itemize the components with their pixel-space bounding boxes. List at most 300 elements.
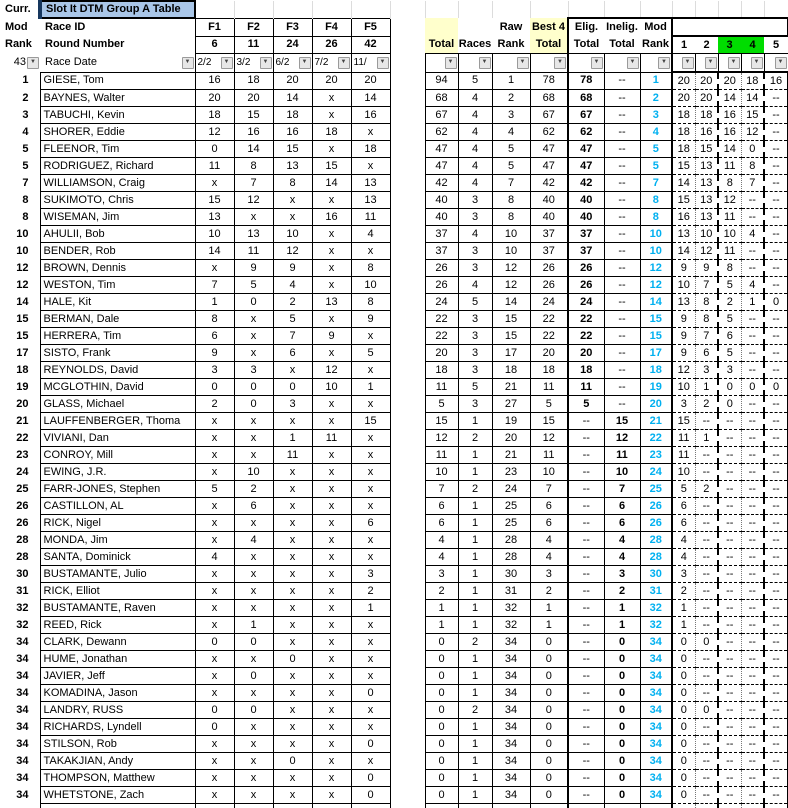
- raw-rank-cell: 34: [492, 770, 530, 787]
- sorted-score-cell: 8: [695, 294, 718, 311]
- sorted-score-cell: [718, 804, 741, 808]
- sorted-score-cell: 1: [741, 294, 764, 311]
- sorted-score-cell: 6: [672, 515, 695, 532]
- score-cell: x: [273, 668, 312, 685]
- gutter-cell: [390, 294, 425, 311]
- filter-dropdown-icon[interactable]: ▼: [182, 57, 194, 69]
- score-cell: x: [312, 481, 351, 498]
- rank-cell: 34: [0, 719, 40, 736]
- gutter-cell: [390, 345, 425, 362]
- sorted-score-cell: 8: [718, 175, 741, 192]
- score-cell: 9: [351, 311, 390, 328]
- score-cell: x: [195, 260, 234, 277]
- name-cell: EWING, J.R.: [40, 464, 195, 481]
- mod-rank-cell: 34: [640, 634, 672, 651]
- elig-total-cell: 37: [568, 243, 604, 260]
- score-cell: 4: [273, 277, 312, 294]
- score-cell: x: [273, 787, 312, 804]
- elig-total-cell: --: [568, 481, 604, 498]
- rank-cell: 15: [0, 328, 40, 345]
- name-cell: VIVIANI, Dan: [40, 430, 195, 447]
- inelig-total-cell: --: [604, 209, 640, 226]
- score-cell: 7: [195, 277, 234, 294]
- filter-dropdown-icon[interactable]: ▼: [517, 57, 529, 69]
- mod-rank-cell: 5: [640, 158, 672, 175]
- best4-total-cell: 4: [530, 549, 568, 566]
- filter-dropdown-icon[interactable]: ▼: [27, 57, 39, 69]
- table-row: [0, 600, 788, 617]
- rank-cell: 10: [0, 226, 40, 243]
- sorted-score-cell: 15: [672, 192, 695, 209]
- score-cell: 10: [195, 226, 234, 243]
- score-cell: 16: [312, 209, 351, 226]
- name-cell: LANDRY, RUSS: [40, 702, 195, 719]
- mod-rank-cell: 30: [640, 566, 672, 583]
- sorted-score-cell: --: [718, 651, 741, 668]
- mod-rank-column-header: Rank: [640, 36, 672, 54]
- name-cell: MONDA, Jim: [40, 532, 195, 549]
- mod-rank-cell: 12: [640, 277, 672, 294]
- mod-rank-cell: 19: [640, 379, 672, 396]
- filter-dropdown-icon[interactable]: ▼: [445, 57, 457, 69]
- filter-dropdown-icon[interactable]: ▼: [221, 57, 233, 69]
- gutter-cell: [390, 243, 425, 260]
- raw-rank-cell: 34: [492, 736, 530, 753]
- total-cell: 4: [425, 549, 458, 566]
- best4-total-cell: 67: [530, 107, 568, 124]
- sorted-score-cell: --: [695, 532, 718, 549]
- races-cell: 3: [458, 396, 492, 413]
- sorted-score-cell: --: [764, 634, 788, 651]
- score-cell: 12: [312, 362, 351, 379]
- races-cell: 3: [458, 328, 492, 345]
- name-cell: GIESE, Tom: [40, 72, 195, 90]
- score-cell: 14: [234, 141, 273, 158]
- sorted-score-cell: --: [764, 362, 788, 379]
- filter-dropdown-icon[interactable]: ▼: [299, 57, 311, 69]
- raw-rank-cell: 4: [492, 124, 530, 141]
- score-cell: 8: [351, 294, 390, 311]
- score-cell: x: [195, 498, 234, 515]
- empty-cell: [390, 36, 425, 54]
- score-cell: x: [312, 651, 351, 668]
- gutter-cell: [390, 192, 425, 209]
- table-row: [0, 464, 788, 481]
- inelig-total-cell: 1: [604, 617, 640, 634]
- sorted-header-4: 4: [741, 36, 764, 54]
- score-cell: x: [234, 753, 273, 770]
- best4-total-cell: 7: [530, 481, 568, 498]
- sorted-score-cell: --: [741, 651, 764, 668]
- filter-dropdown-icon[interactable]: ▼: [591, 57, 603, 69]
- score-cell: x: [234, 311, 273, 328]
- score-cell: 0: [195, 141, 234, 158]
- race-date-2: [234, 54, 273, 73]
- name-cell: FARR-JONES, Stephen: [40, 481, 195, 498]
- raw-rank-cell: 20: [492, 430, 530, 447]
- sorted-score-cell: 7: [695, 328, 718, 345]
- raw-rank-cell: 23: [492, 464, 530, 481]
- sorted-score-cell: 12: [672, 362, 695, 379]
- table-row: [0, 158, 788, 175]
- races-cell: 2: [458, 702, 492, 719]
- score-cell: x: [234, 447, 273, 464]
- score-cell: 0: [234, 294, 273, 311]
- races-cell: 1: [458, 447, 492, 464]
- races-cell: 2: [458, 430, 492, 447]
- raw-rank-cell: 25: [492, 515, 530, 532]
- raw-rank-cell: 34: [492, 787, 530, 804]
- raw-rank-cell: 32: [492, 600, 530, 617]
- raw-rank-cell: 24: [492, 481, 530, 498]
- best4-total-cell: 0: [530, 787, 568, 804]
- score-cell: x: [312, 243, 351, 260]
- rank-cell: 22: [0, 430, 40, 447]
- raw-rank-cell: 34: [492, 702, 530, 719]
- filter-dropdown-icon[interactable]: ▼: [682, 57, 694, 69]
- race-date-1: [195, 54, 234, 73]
- score-cell: x: [273, 515, 312, 532]
- best4-total-cell: 1: [530, 600, 568, 617]
- mod-rank-cell: 8: [640, 209, 672, 226]
- name-cell: THOMPSON, Matthew: [40, 770, 195, 787]
- score-cell: x: [312, 447, 351, 464]
- score-cell: x: [312, 396, 351, 413]
- score-cell: x: [195, 515, 234, 532]
- filter-dropdown-icon[interactable]: ▼: [627, 57, 639, 69]
- score-cell: 14: [312, 175, 351, 192]
- score-cell: 0: [195, 634, 234, 651]
- elig-total-cell: 26: [568, 277, 604, 294]
- score-cell: 15: [312, 158, 351, 175]
- filter-dropdown-icon[interactable]: ▼: [554, 57, 566, 69]
- sorted-score-cell: 18: [672, 124, 695, 141]
- mod-rank-cell: 28: [640, 549, 672, 566]
- race-date-value: 11/: [354, 55, 367, 70]
- score-cell: 13: [312, 294, 351, 311]
- name-cell: BAYNES, Walter: [40, 90, 195, 107]
- mod-rank-cell: 10: [640, 243, 672, 260]
- total-cell: 37: [425, 226, 458, 243]
- raw-label: Raw: [492, 18, 530, 36]
- score-cell: 18: [351, 141, 390, 158]
- name-cell: CLARK, Dewann: [40, 634, 195, 651]
- name-cell: RICHARDS, Lyndell: [40, 719, 195, 736]
- score-cell: x: [351, 124, 390, 141]
- score-cell: 0: [234, 634, 273, 651]
- sorted-score-cell: 16: [718, 107, 741, 124]
- inelig-total-cell: --: [604, 124, 640, 141]
- best4-total-cell: [530, 804, 568, 808]
- gutter-cell: [390, 685, 425, 702]
- sorted-score-cell: 0: [695, 634, 718, 651]
- race-date-value: 2/2: [198, 55, 212, 70]
- score-cell: x: [312, 515, 351, 532]
- rank-cell: 5: [0, 141, 40, 158]
- sorted-score-cell: 20: [718, 72, 741, 90]
- table-row: [0, 311, 788, 328]
- sorted-score-cell: 9: [672, 328, 695, 345]
- sorted-score-cell: [741, 804, 764, 808]
- mod-rank-cell: 34: [640, 770, 672, 787]
- mod-rank-cell: 21: [640, 413, 672, 430]
- name-cell: TABUCHI, Kevin: [40, 107, 195, 124]
- sorted-score-cell: --: [718, 583, 741, 600]
- sorted-score-cell: --: [764, 243, 788, 260]
- sorted-score-cell: 13: [695, 175, 718, 192]
- score-cell: x: [312, 90, 351, 107]
- score-cell: x: [234, 515, 273, 532]
- best4-total-cell: 1: [530, 617, 568, 634]
- inelig-total-cell: 0: [604, 668, 640, 685]
- best4-total-cell: 0: [530, 753, 568, 770]
- rank-cell: 2: [0, 90, 40, 107]
- score-cell: 0: [234, 668, 273, 685]
- rank-cell: 3: [0, 107, 40, 124]
- gutter-cell: [390, 804, 425, 808]
- sorted-score-cell: 11: [718, 158, 741, 175]
- score-cell: 2: [195, 396, 234, 413]
- race-date-5: [351, 54, 390, 73]
- total-cell: 0: [425, 753, 458, 770]
- score-cell: 3: [351, 566, 390, 583]
- score-cell: 11: [195, 158, 234, 175]
- score-cell: 7: [273, 328, 312, 345]
- score-cell: x: [234, 566, 273, 583]
- table-row: [0, 668, 788, 685]
- sorted-score-cell: 15: [695, 141, 718, 158]
- sorted-score-cell: --: [764, 124, 788, 141]
- table-row: [0, 719, 788, 736]
- elig-total-cell: --: [568, 651, 604, 668]
- raw-rank-filter-cell: [492, 54, 530, 73]
- sorted-score-cell: --: [741, 311, 764, 328]
- raw-rank-cell: 30: [492, 566, 530, 583]
- score-cell: x: [312, 464, 351, 481]
- elig-total-cell: --: [568, 634, 604, 651]
- sorted-score-cell: 0: [672, 719, 695, 736]
- rank-cell: 10: [0, 243, 40, 260]
- inelig-total-cell: 0: [604, 685, 640, 702]
- best4-total-cell: 0: [530, 668, 568, 685]
- table-row: [0, 515, 788, 532]
- races-cell: 3: [458, 362, 492, 379]
- mod-rank-cell: 26: [640, 515, 672, 532]
- elig-total-cell: --: [568, 770, 604, 787]
- total-cell: 6: [425, 515, 458, 532]
- score-cell: x: [351, 158, 390, 175]
- sorted-score-cell: --: [718, 685, 741, 702]
- elig-total-cell: --: [568, 702, 604, 719]
- races-cell: 1: [458, 617, 492, 634]
- sorted-score-cell: 3: [672, 396, 695, 413]
- best4-total-cell: 4: [530, 532, 568, 549]
- score-cell: x: [273, 736, 312, 753]
- score-cell: 15: [273, 141, 312, 158]
- sorted-filter-cell: [718, 54, 741, 73]
- sorted-score-cell: 4: [741, 226, 764, 243]
- gutter-cell: [390, 753, 425, 770]
- score-cell: x: [273, 702, 312, 719]
- filter-dropdown-icon[interactable]: ▼: [728, 57, 740, 69]
- raw-rank-cell: [492, 804, 530, 808]
- inelig-total-cell: 7: [604, 481, 640, 498]
- score-cell: 8: [234, 158, 273, 175]
- score-cell: x: [195, 532, 234, 549]
- sorted-score-cell: --: [695, 413, 718, 430]
- gutter-cell: [390, 719, 425, 736]
- round-1: 6: [195, 36, 234, 54]
- rank-cell: 32: [0, 600, 40, 617]
- table-row: [0, 532, 788, 549]
- mod-rank-cell: 3: [640, 107, 672, 124]
- name-cell: BUSTAMANTE, Julio: [40, 566, 195, 583]
- score-cell: x: [312, 413, 351, 430]
- sorted-score-cell: 18: [672, 141, 695, 158]
- best4-total-cell: 0: [530, 736, 568, 753]
- total-cell: 12: [425, 430, 458, 447]
- name-cell: [40, 804, 195, 808]
- score-cell: x: [273, 481, 312, 498]
- elig-total-cell: 62: [568, 124, 604, 141]
- sorted-filter-cell: [764, 54, 788, 73]
- score-cell: 18: [234, 72, 273, 90]
- score-cell: 3: [234, 362, 273, 379]
- sorted-score-cell: --: [741, 736, 764, 753]
- races-cell: 1: [458, 498, 492, 515]
- races-cell: 1: [458, 719, 492, 736]
- races-filter-cell: [458, 54, 492, 73]
- best4-total-column-header: Total: [530, 36, 568, 54]
- score-cell: x: [273, 719, 312, 736]
- score-cell: 14: [351, 90, 390, 107]
- sorted-score-cell: 18: [672, 107, 695, 124]
- inelig-total-cell: [604, 804, 640, 808]
- sorted-score-cell: --: [741, 396, 764, 413]
- elig-total-cell: --: [568, 685, 604, 702]
- races-cell: 5: [458, 72, 492, 90]
- name-cell: AHULII, Bob: [40, 226, 195, 243]
- total-cell: 62: [425, 124, 458, 141]
- inelig-total-column-header: Total: [604, 36, 640, 54]
- elig-total-cell: --: [568, 447, 604, 464]
- sorted-score-cell: --: [741, 362, 764, 379]
- total-cell: 0: [425, 634, 458, 651]
- sorted-header-3: 3: [718, 36, 741, 54]
- score-cell: 16: [234, 124, 273, 141]
- race-date-label: Race Date: [42, 55, 97, 70]
- score-cell: 6: [195, 328, 234, 345]
- sorted-score-cell: 16: [764, 72, 788, 90]
- inelig-total-cell: --: [604, 107, 640, 124]
- score-cell: 6: [351, 515, 390, 532]
- gutter-cell: [390, 481, 425, 498]
- sorted-score-cell: --: [741, 192, 764, 209]
- best4-total-cell: 0: [530, 685, 568, 702]
- filter-dropdown-icon[interactable]: ▼: [705, 57, 717, 69]
- score-cell: x: [312, 192, 351, 209]
- elig-total-cell: --: [568, 413, 604, 430]
- sorted-score-cell: --: [718, 413, 741, 430]
- elig-total-cell: --: [568, 532, 604, 549]
- best4-total-cell: 68: [530, 90, 568, 107]
- name-cell: SISTO, Frank: [40, 345, 195, 362]
- filter-dropdown-icon[interactable]: ▼: [751, 57, 763, 69]
- filter-dropdown-icon[interactable]: ▼: [377, 57, 389, 69]
- filter-dropdown-icon[interactable]: ▼: [775, 57, 787, 69]
- sorted-score-cell: 18: [741, 72, 764, 90]
- rank-cell: 8: [0, 192, 40, 209]
- sorted-score-cell: --: [741, 328, 764, 345]
- sorted-score-cell: --: [695, 515, 718, 532]
- score-cell: [234, 804, 273, 808]
- filter-dropdown-icon[interactable]: ▼: [260, 57, 272, 69]
- table-row: [0, 481, 788, 498]
- best4-total-cell: 3: [530, 566, 568, 583]
- score-cell: x: [273, 634, 312, 651]
- sorted-score-cell: 15: [741, 107, 764, 124]
- rank-cell: 34: [0, 668, 40, 685]
- best4-total-cell: 5: [530, 396, 568, 413]
- filter-dropdown-icon[interactable]: ▼: [338, 57, 350, 69]
- elig-total-cell: --: [568, 617, 604, 634]
- filter-dropdown-icon[interactable]: ▼: [658, 57, 670, 69]
- sorted-score-cell: --: [764, 787, 788, 804]
- score-cell: x: [351, 532, 390, 549]
- filter-dropdown-icon[interactable]: ▼: [479, 57, 491, 69]
- raw-rank-cell: 34: [492, 668, 530, 685]
- empty-cell: [234, 1, 273, 18]
- total-header-spacer: [425, 18, 458, 36]
- raw-rank-cell: 5: [492, 158, 530, 175]
- name-cell: SUKIMOTO, Chris: [40, 192, 195, 209]
- sorted-score-cell: --: [695, 736, 718, 753]
- best4-total-cell: 15: [530, 413, 568, 430]
- score-cell: [351, 804, 390, 808]
- score-cell: x: [351, 617, 390, 634]
- score-cell: x: [195, 685, 234, 702]
- inelig-total-cell: --: [604, 379, 640, 396]
- best4-total-cell: 24: [530, 294, 568, 311]
- score-cell: 13: [195, 209, 234, 226]
- sorted-score-cell: 0: [695, 702, 718, 719]
- table-row: [0, 209, 788, 226]
- gutter-cell: [390, 498, 425, 515]
- raw-rank-cell: 18: [492, 362, 530, 379]
- sorted-score-cell: 7: [695, 277, 718, 294]
- score-cell: x: [351, 719, 390, 736]
- score-cell: x: [351, 481, 390, 498]
- sorted-score-cell: --: [718, 498, 741, 515]
- race-date-cell: [40, 54, 195, 73]
- table-row: [0, 634, 788, 651]
- rank-cell: 34: [0, 753, 40, 770]
- rank-cell: 32: [0, 617, 40, 634]
- name-cell: HERRERA, Tim: [40, 328, 195, 345]
- rank-cell: 20: [0, 396, 40, 413]
- sorted-score-cell: --: [764, 498, 788, 515]
- elig-total-cell: --: [568, 515, 604, 532]
- score-cell: x: [234, 549, 273, 566]
- mod-rank-cell: 34: [640, 719, 672, 736]
- mod-rank-cell: 32: [640, 600, 672, 617]
- inelig-total-cell: --: [604, 243, 640, 260]
- sorted-score-cell: --: [764, 447, 788, 464]
- sorted-score-cell: 1: [672, 617, 695, 634]
- name-cell: CONROY, Mill: [40, 447, 195, 464]
- inelig-total-cell: 6: [604, 498, 640, 515]
- raw-rank-cell: 21: [492, 379, 530, 396]
